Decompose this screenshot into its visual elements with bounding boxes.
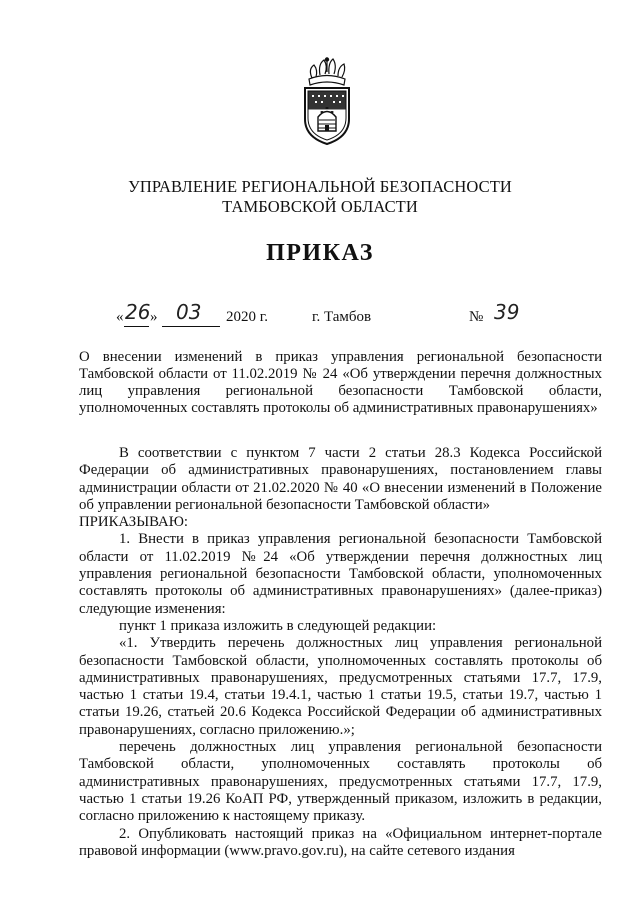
date-number-line [0,300,640,336]
order-subject: О внесении изменений в приказ управления региональной безопасности Тамбовской области от 11.02.2019 № 24 «Об утверждении перечня должностных лиц управления региональной безопасности Тамбовской области, уполномоченных составлять протоколы об административных правонарушениях» [79,349,602,416]
date-year: 2020 г. [226,309,268,325]
date-open-quote: « [116,309,124,325]
date-close-quote: » [150,309,158,325]
order-body [79,445,602,860]
coat-of-arms-emblem [298,57,356,147]
organization-name-line2: ТАМБОВСКОЙ ОБЛАСТИ [222,197,418,216]
document-title: ПРИКАЗ [266,240,374,266]
item-1-paragraph: 1. Внести в приказ управления региональной безопасности Тамбовской области от 11.02.2019 №24 «Об утверждении перечня должностных лиц управления региональной безопасности Тамбовской области, уполномоченных составлять протоколы об административных правонарушениях» (далее-приказ) следующие изменения: [79,531,602,617]
item-1-list-paragraph: перечень должностных лиц управления региональной безопасности Тамбовской области, уполномоченных составлять протоколы об административных правонарушениях, предусмотренных статьями 17.7, 17.9, частью 1 статьи 19.26 КоАП РФ, утвержденный приказом, изложить в редакции, согласно приложению к настоящему приказу. [79,739,602,825]
item-1-subparagraph: пункт 1 приказа изложить в следующей редакции: [119,617,437,634]
order-word: ПРИКАЗЫВАЮ: [79,514,189,531]
preamble-paragraph: В соответствии с пунктом 7 части 2 статьи 28.3 Кодекса Российской Федерации об административных правонарушениях, постановлением главы администрации области от 21.02.2020 № 40 «О внесении изменений в Положение об управлении региональной безопасности Тамбовской области» [79,445,602,513]
date-month-handwritten: 03 [176,300,202,324]
city-name: г. Тамбов [312,309,372,325]
document-number-handwritten: 39 [494,300,520,324]
month-underline [162,326,220,327]
date-day-handwritten: 26 [125,300,151,324]
item-2-paragraph: 2. Опубликовать настоящий приказ на «Официальном интернет-портале правовой информации (www.pravo.gov.ru), на сайте сетевого издания [79,825,602,859]
organization-name-line1: УПРАВЛЕНИЕ РЕГИОНАЛЬНОЙ БЕЗОПАСНОСТИ [128,177,512,196]
item-1-quoted-text: «1. Утвердить перечень должностных лиц управления региональной безопасности Тамбовской области, уполномоченных составлять протоколы об административных правонарушениях, предусмотренных статьями 17.7, 17.9, частью 1 статьи 19.4, статьи 19.4.1, частью 1 статьи 19.5, статьи 19.7, частью 1 статьи 19.26, статьей 20.6 Кодекса Российской Федерации об административных правонарушениях, согласно приложению.»; [79,635,602,738]
day-underline [124,326,149,327]
number-label: № [469,309,484,325]
